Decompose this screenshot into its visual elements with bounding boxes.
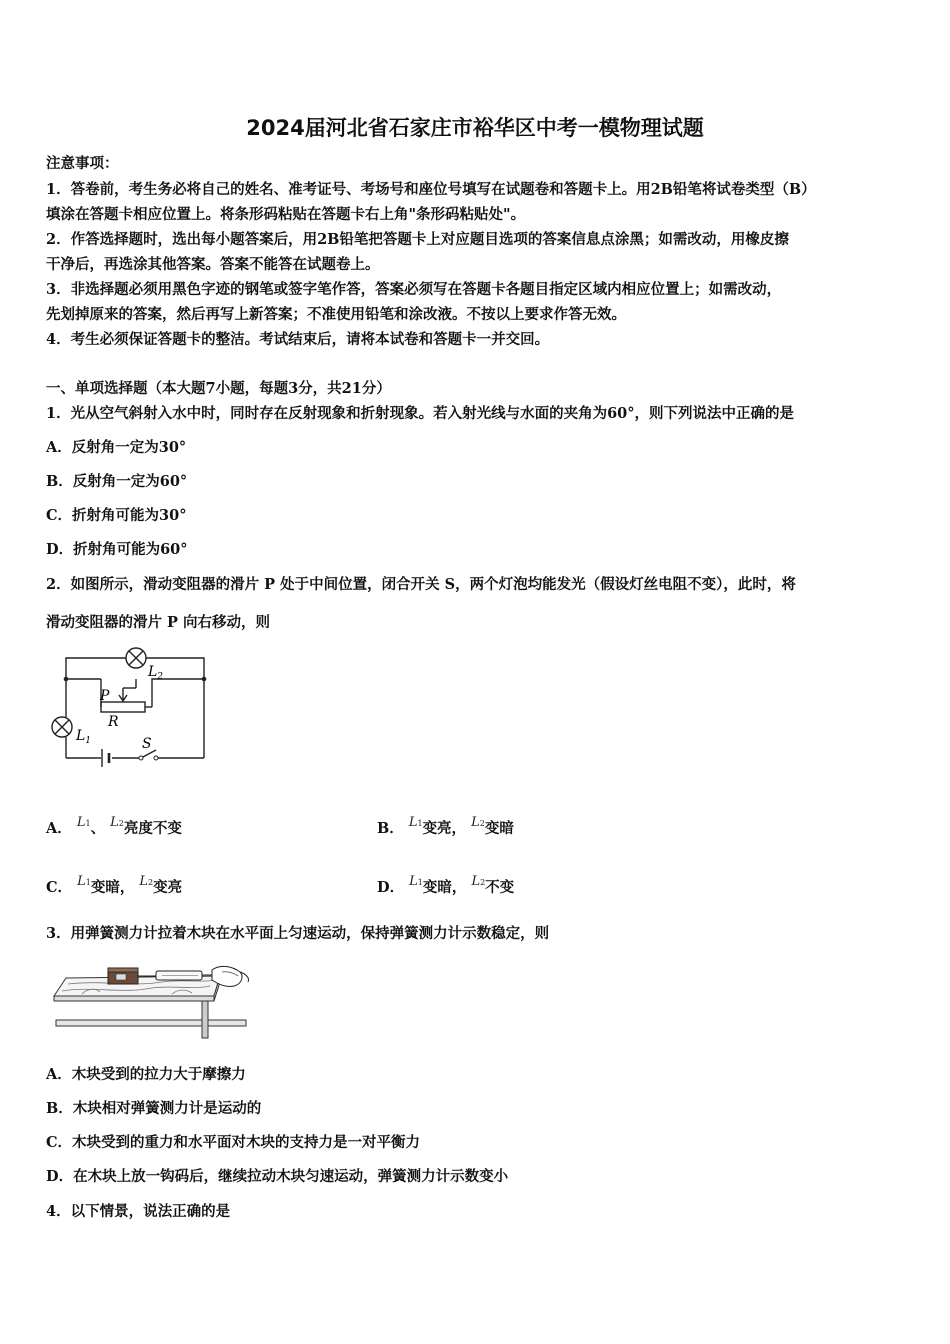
- label-l2: L: [148, 664, 158, 680]
- spring-scale-figure: [52, 958, 257, 1040]
- svg-text:L1: $L_1$: [76, 728, 92, 746]
- circuit-diagram: [46, 644, 221, 769]
- notice-line: 干净后，再选涂其他答案。答案不能答在试题卷上。: [46, 256, 380, 273]
- q1-option-c: C．折射角可能为30°: [46, 507, 187, 524]
- notice-line: 2．作答选择题时，选出每小题答案后，用2B铅笔把答题卡上对应题目选项的答案信息点涂黑；如需改动，用橡皮擦: [46, 231, 789, 248]
- label-s: S: [142, 736, 152, 752]
- label-l1: L: [76, 728, 86, 744]
- q3-option-a: A．木块受到的拉力大于摩擦力: [46, 1066, 246, 1083]
- section-heading: 一、单项选择题（本大题7小题，每题3分，共21分）: [46, 380, 391, 397]
- q2-option-a: A． L1、 L2亮度不变: [46, 815, 182, 837]
- q3-option-d: D．在木块上放一钩码后，继续拉动木块匀速运动，弹簧测力计示数变小: [46, 1168, 509, 1185]
- notice-heading: 注意事项：: [46, 155, 119, 172]
- q1-option-a: A．反射角一定为30°: [46, 439, 187, 456]
- q2-option-c: C． L1变暗， L2变亮: [46, 874, 183, 896]
- notice-line: 1．答卷前，考生务必将自己的姓名、准考证号、考场号和座位号填写在试题卷和答题卡上。用2B铅笔将试卷类型（B）: [46, 181, 816, 198]
- q2-option-b: B． L1变亮， L2变暗: [377, 815, 514, 837]
- q3-option-c: C．木块受到的重力和水平面对木块的支持力是一对平衡力: [46, 1134, 421, 1151]
- notice-line: 先划掉原来的答案，然后再写上新答案；不准使用铅笔和涂改液。不按以上要求作答无效。: [46, 306, 626, 323]
- page-title: 2024届河北省石家庄市裕华区中考一模物理试题: [246, 116, 704, 140]
- label-r: R: [108, 714, 119, 730]
- label-p: P: [100, 688, 110, 704]
- q1-option-d: D．折射角可能为60°: [46, 541, 188, 558]
- svg-text:L2: $L_2$: [148, 664, 164, 682]
- q2-stem-line2: 滑动变阻器的滑片 P 向右移动，则: [46, 614, 270, 631]
- q1-stem: 1．光从空气斜射入水中时，同时存在反射现象和折射现象。若入射光线与水面的夹角为60°，则下列说法中正确的是: [46, 405, 795, 422]
- q3-stem: 3．用弹簧测力计拉着木块在水平面上匀速运动，保持弹簧测力计示数稳定，则: [46, 925, 550, 942]
- q1-option-b: B．反射角一定为60°: [46, 473, 188, 490]
- q3-option-b: B．木块相对弹簧测力计是运动的: [46, 1100, 262, 1117]
- notice-line: 填涂在答题卡相应位置上。将条形码粘贴在答题卡右上角"条形码粘贴处"。: [46, 206, 526, 223]
- q2-option-d: D． L1变暗， L2不变: [377, 874, 515, 896]
- notice-line: 4．考生必须保证答题卡的整洁。考试结束后，请将本试卷和答题卡一并交回。: [46, 331, 550, 348]
- q2-stem-line1: 2．如图所示，滑动变阻器的滑片 P 处于中间位置，闭合开关 S，两个灯泡均能发光（假设灯丝电阻不变），此时，将: [46, 576, 796, 593]
- notice-line: 3．非选择题必须用黑色字迹的钢笔或签字笔作答，答案必须写在答题卡各题目指定区域内相应位置上；如需改动，: [46, 281, 782, 298]
- q4-stem: 4．以下情景，说法正确的是: [46, 1203, 231, 1220]
